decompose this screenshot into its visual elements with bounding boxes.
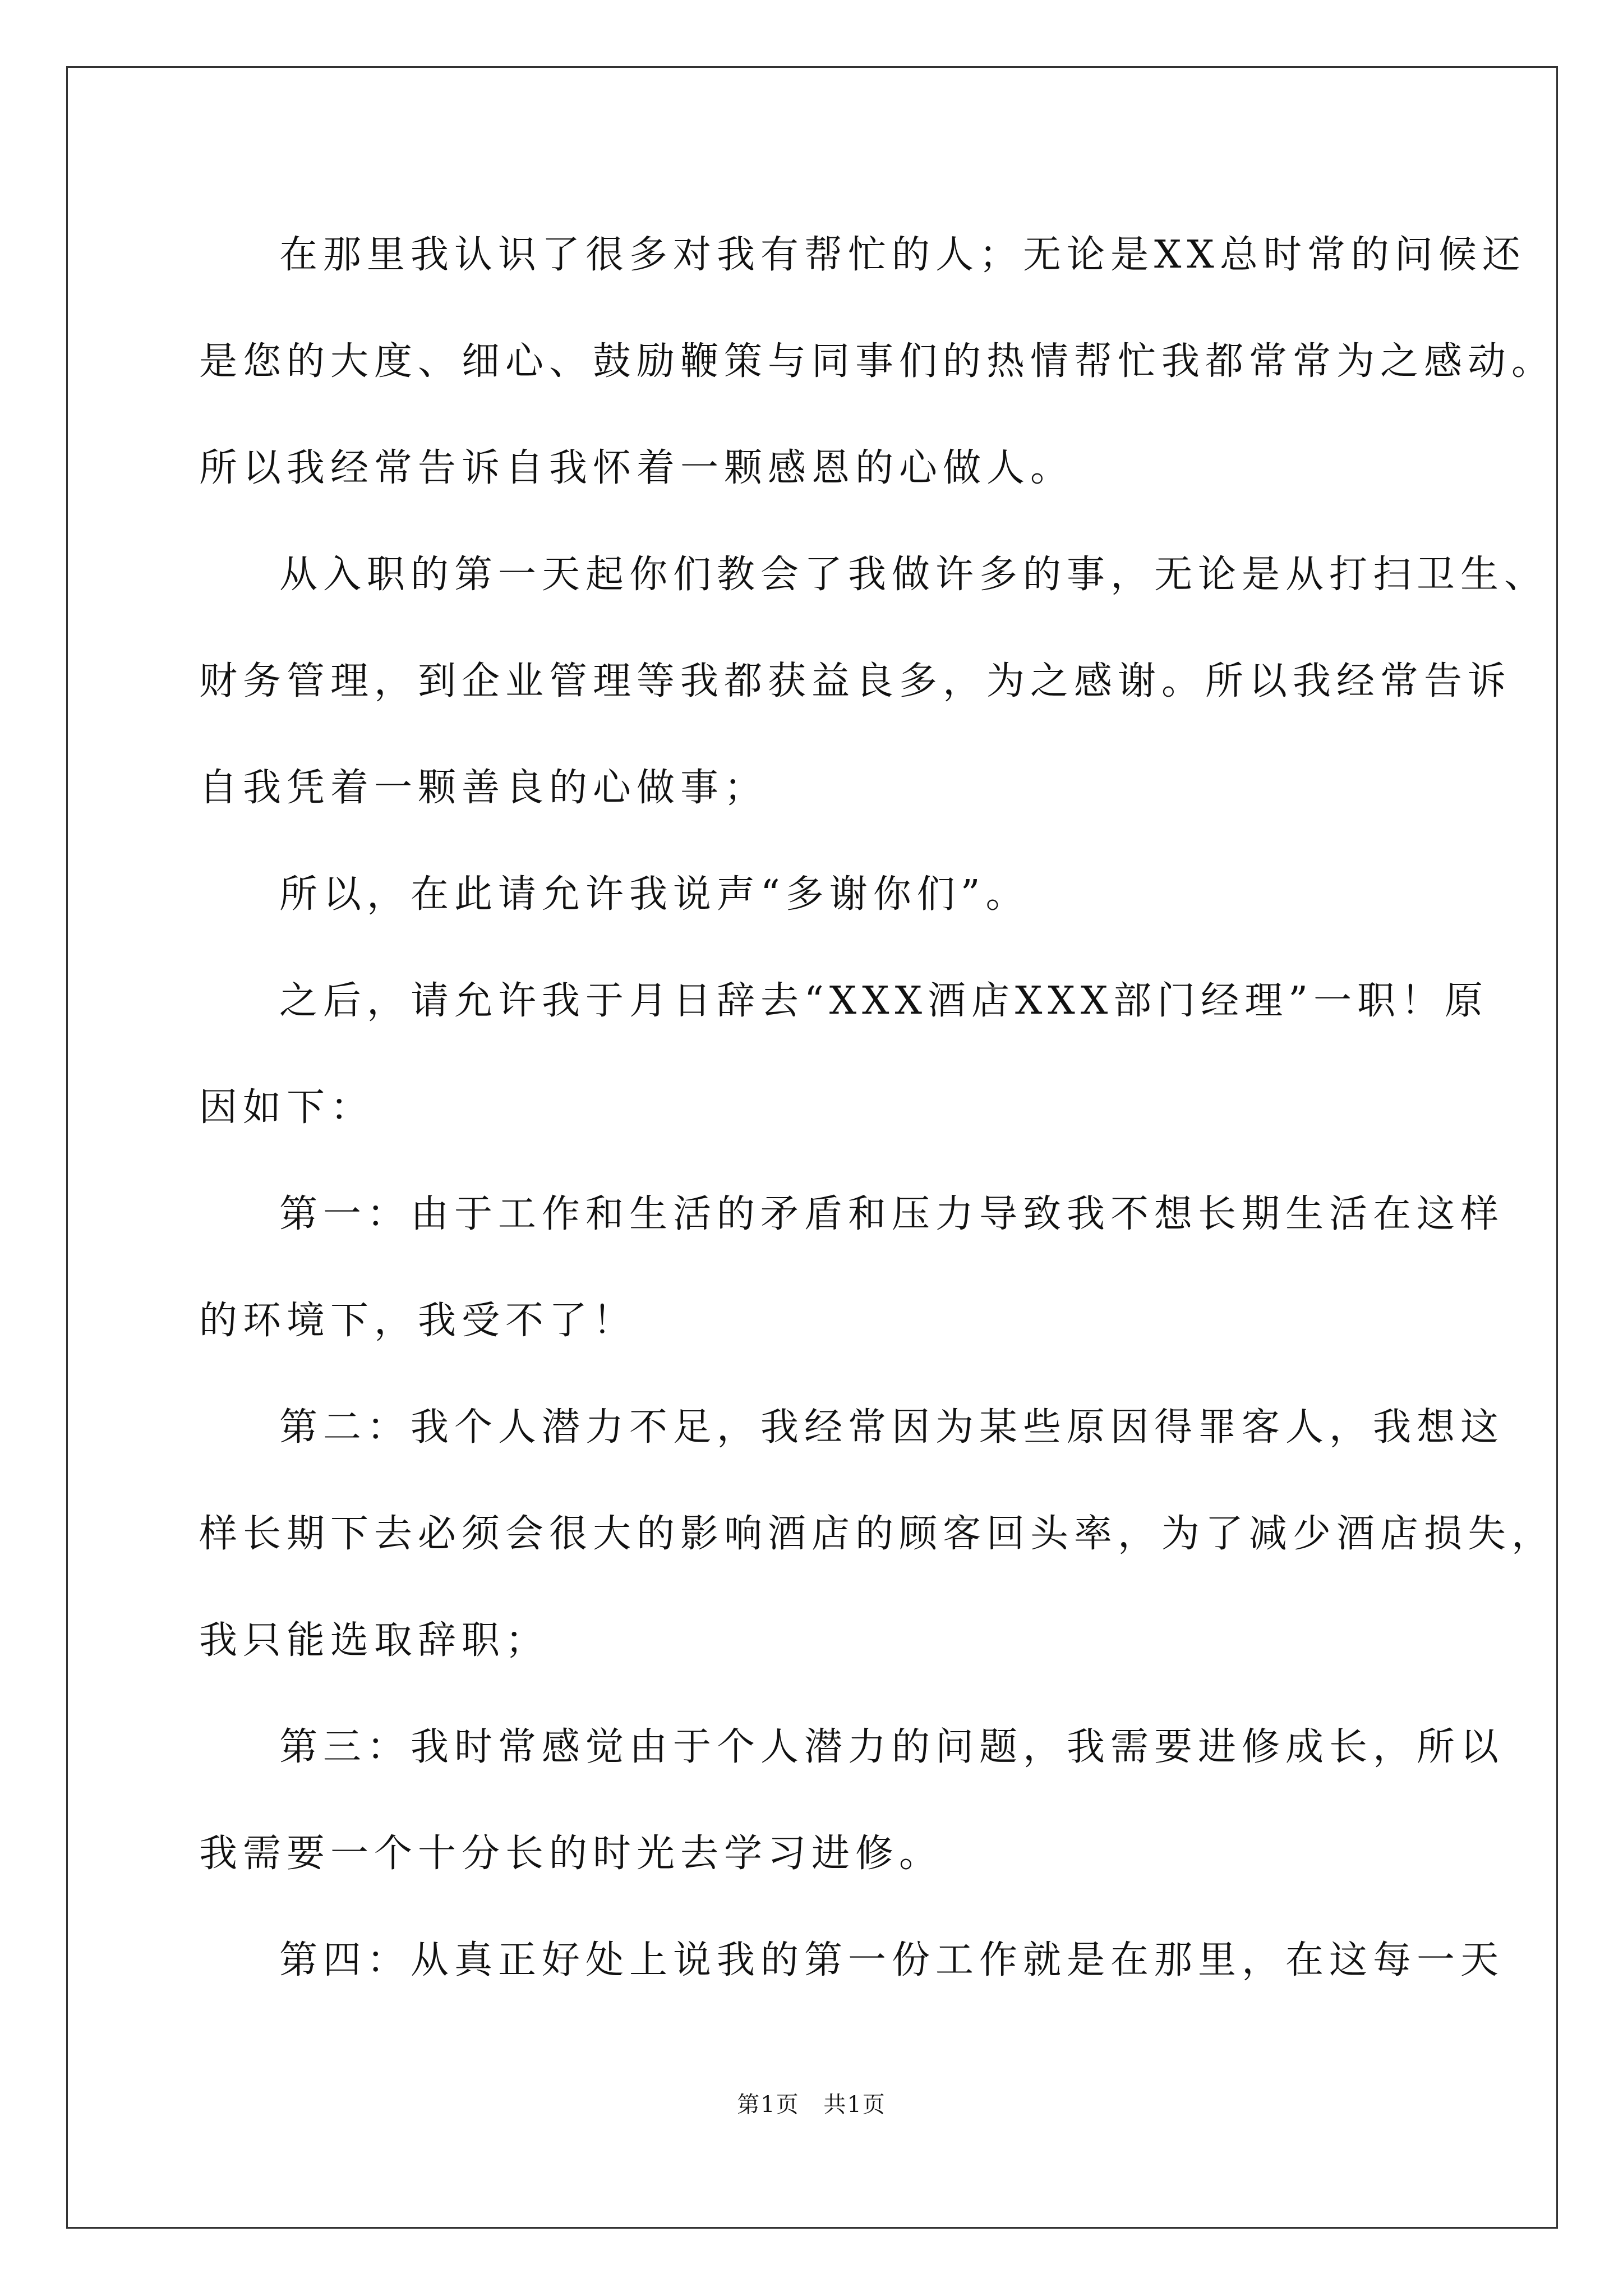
document-body: [199, 222, 1556, 2033]
text-line: 第二：我个人潜力不足，我经常因为某些原因得罪客人，我想这: [279, 1405, 1505, 1450]
text-line: 第一：由于工作和生活的矛盾和压力导致我不想长期生活在这样: [279, 1192, 1505, 1236]
text-line: 从入职的第一天起你们教会了我做许多的事，无论是从打扫卫生、: [279, 553, 1548, 597]
text-line: 所以，在此请允许我说声“多谢你们”。: [279, 872, 1030, 917]
text-line: 财务管理，到企业管理等我都获益良多，为之感谢。所以我经常告诉: [199, 659, 1512, 703]
page-footer: [0, 2087, 1623, 2119]
text-line: 自我凭着一颗善良的心做事；: [199, 766, 768, 810]
text-line: 第四：从真正好处上说我的第一份工作就是在那里，在这每一天: [279, 1938, 1505, 1982]
page-number-total: 共1页: [823, 2092, 886, 2118]
text-line: 第三：我时常感觉由于个人潜力的问题，我需要进修成长，所以: [279, 1725, 1505, 1769]
text-line: 我需要一个十分长的时光去学习进修。: [199, 1832, 943, 1876]
text-line: 是您的大度、细心、鼓励鞭策与同事们的热情帮忙我都常常为之感动。: [199, 339, 1556, 384]
text-line: 之后，请允许我于月日辞去“XXX酒店XXX部门经理”一职！原: [279, 979, 1488, 1023]
page-number-current: 第1页: [737, 2092, 800, 2118]
text-line: 所以我经常告诉自我怀着一颗感恩的心做人。: [199, 446, 1075, 490]
text-line: 因如下：: [199, 1085, 375, 1130]
text-line: 的环境下，我受不了！: [199, 1299, 637, 1343]
text-line: 在那里我认识了很多对我有帮忙的人；无论是XX总时常的问候还: [279, 233, 1526, 277]
text-line: 样长期下去必须会很大的影响酒店的顾客回头率，为了减少酒店损失，: [199, 1512, 1556, 1556]
text-line: 我只能选取辞职；: [199, 1618, 550, 1663]
